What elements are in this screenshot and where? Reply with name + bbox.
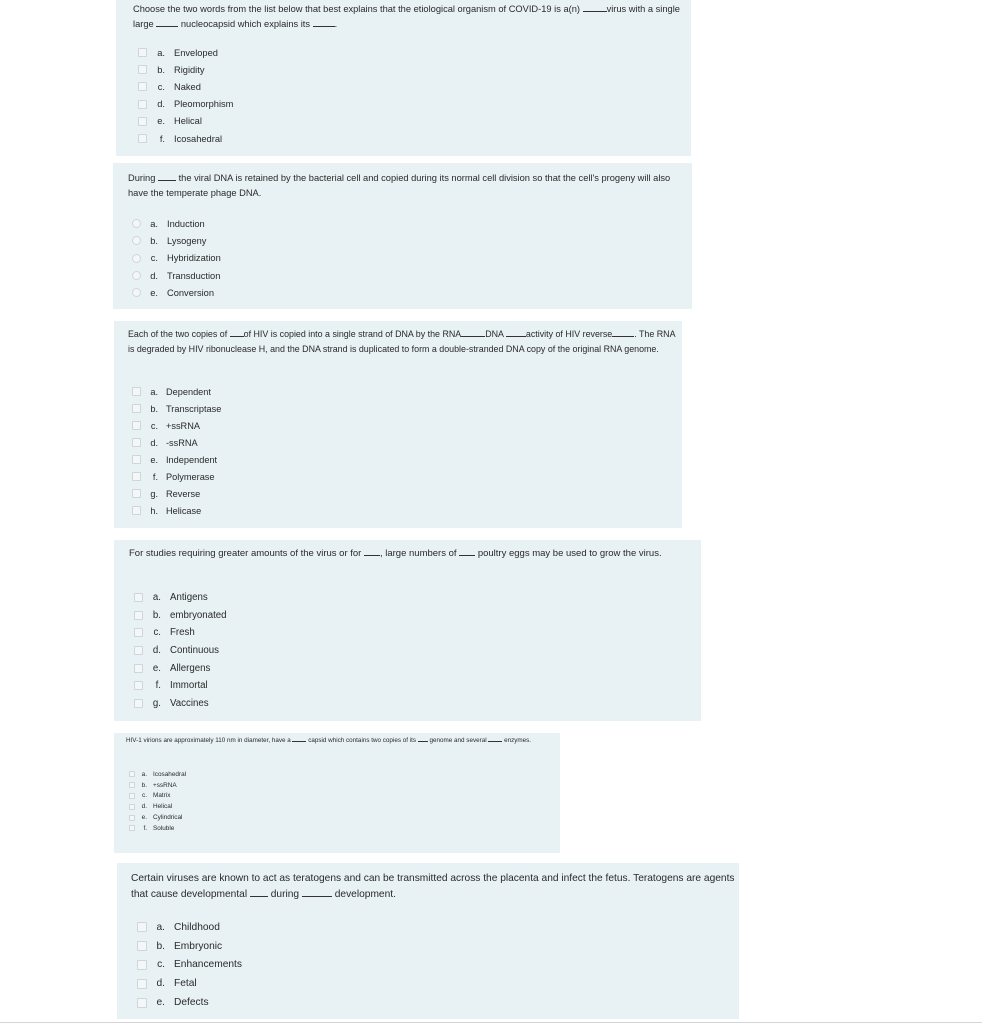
option-embryonated[interactable] xyxy=(134,607,227,625)
question-text-segment: during xyxy=(267,889,302,900)
option-letter: d. xyxy=(150,437,158,448)
option-letter: d. xyxy=(152,645,161,657)
option-letter: a. xyxy=(152,592,161,604)
option-label: Embryonic xyxy=(174,940,223,952)
answer-blank xyxy=(488,741,502,742)
question-6-card xyxy=(117,863,739,1019)
option-checkbox[interactable] xyxy=(134,681,143,690)
question-4-card xyxy=(114,540,701,721)
question-text-segment: capsid which contains two copies of its xyxy=(306,737,418,744)
option-label: Helicase xyxy=(166,505,202,516)
answer-blank xyxy=(612,336,634,337)
option-embryonic[interactable] xyxy=(137,937,242,956)
answer-blank xyxy=(461,336,485,337)
option-label: Enhancements xyxy=(174,959,242,971)
option-checkbox[interactable] xyxy=(134,611,143,620)
option-letter: g. xyxy=(152,697,161,709)
option-letter: a. xyxy=(141,770,147,778)
option-checkbox[interactable] xyxy=(129,815,135,821)
option-checkbox[interactable] xyxy=(138,100,147,109)
option-letter: e. xyxy=(152,662,161,674)
option-radio[interactable] xyxy=(132,271,141,280)
answer-blank xyxy=(364,555,380,556)
option-reverse[interactable] xyxy=(132,485,221,502)
option-checkbox[interactable] xyxy=(134,593,143,602)
option-letter: d. xyxy=(150,270,158,281)
option-label: Induction xyxy=(167,218,205,229)
option-label: Vaccines xyxy=(170,697,209,709)
option-helical[interactable] xyxy=(129,801,186,812)
option-checkbox[interactable] xyxy=(129,782,135,788)
option-label: Polymerase xyxy=(166,471,215,482)
option-checkbox[interactable] xyxy=(138,134,147,143)
question-5-card xyxy=(114,733,560,853)
question-text-segment: HIV-1 virions are approximately 110 nm in diameter, have a xyxy=(126,737,293,744)
option-letter: d. xyxy=(157,99,165,110)
option-checkbox[interactable] xyxy=(138,82,147,91)
option-plus-ssrna[interactable] xyxy=(129,780,186,791)
option-label: Helical xyxy=(174,116,202,127)
question-text-segment: genome and several xyxy=(427,737,489,744)
option-label: Dependent xyxy=(166,386,211,397)
option-immortal[interactable] xyxy=(134,677,227,695)
option-checkbox[interactable] xyxy=(137,979,147,989)
answer-blank xyxy=(506,336,526,337)
answer-blank xyxy=(292,741,306,742)
option-radio[interactable] xyxy=(132,254,141,263)
option-label: Transduction xyxy=(167,270,221,281)
option-letter: b. xyxy=(157,64,165,75)
option-letter: a. xyxy=(150,218,158,229)
option-letter: e. xyxy=(141,814,147,822)
option-letter: b. xyxy=(156,940,165,952)
option-icosahedral[interactable] xyxy=(138,130,233,147)
question-4-options xyxy=(134,589,227,712)
question-2-options xyxy=(132,215,221,301)
option-label: +ssRNA xyxy=(153,781,177,789)
option-independent[interactable] xyxy=(132,451,221,468)
question-text-segment: DNA xyxy=(485,329,506,339)
question-1-text xyxy=(133,2,688,31)
option-radio[interactable] xyxy=(132,236,141,245)
question-4-text xyxy=(129,546,699,561)
question-text-segment: enzymes. xyxy=(502,737,532,744)
answer-blank xyxy=(230,336,244,337)
option-label: Independent xyxy=(166,454,218,465)
question-2-card xyxy=(113,163,692,309)
option-checkbox[interactable] xyxy=(138,117,147,126)
option-letter: e. xyxy=(150,287,158,298)
option-helicase[interactable] xyxy=(132,502,221,519)
option-checkbox[interactable] xyxy=(132,455,141,464)
answer-blank xyxy=(158,180,176,181)
option-letter: a. xyxy=(150,386,158,397)
option-checkbox[interactable] xyxy=(132,404,141,413)
question-text-segment: poultry eggs may be used to grow the virus. xyxy=(475,548,662,559)
question-text-segment: activity of HIV reverse xyxy=(525,329,613,339)
option-checkbox[interactable] xyxy=(134,664,143,673)
option-letter: c. xyxy=(150,253,158,264)
option-minus-ssrna[interactable] xyxy=(132,434,221,451)
option-fresh[interactable] xyxy=(134,624,227,642)
option-cylindrical[interactable] xyxy=(129,812,186,823)
option-letter: f. xyxy=(143,824,147,832)
option-letter: f. xyxy=(152,471,158,482)
option-transcriptase[interactable] xyxy=(132,400,221,417)
option-checkbox[interactable] xyxy=(129,771,135,777)
option-defects[interactable] xyxy=(137,993,242,1012)
option-fetal[interactable] xyxy=(137,974,242,993)
question-3-card xyxy=(114,321,682,528)
option-label: Fetal xyxy=(174,978,197,990)
answer-blank xyxy=(418,741,428,742)
option-label: Icosahedral xyxy=(153,770,187,778)
answer-blank xyxy=(302,896,332,897)
option-label: Matrix xyxy=(153,792,171,800)
question-1-card xyxy=(116,0,691,156)
question-6-options xyxy=(137,918,242,1012)
question-text-segment: . xyxy=(334,18,338,29)
option-letter: b. xyxy=(141,781,147,789)
option-rigidity[interactable] xyxy=(138,61,233,78)
question-text-segment: nucleocapsid which explains its xyxy=(178,18,313,29)
option-label: Transcriptase xyxy=(166,403,222,414)
option-label: Continuous xyxy=(170,645,220,657)
option-letter: c. xyxy=(150,420,158,431)
option-letter: b. xyxy=(150,403,158,414)
option-letter: b. xyxy=(152,609,161,621)
question-text-segment: of HIV is copied into a single strand of DNA by the RNA xyxy=(243,329,462,339)
option-hybridization[interactable] xyxy=(132,250,221,267)
option-label: Soluble xyxy=(153,824,175,832)
option-label: Lysogeny xyxy=(167,235,207,246)
option-conversion[interactable] xyxy=(132,284,221,301)
option-antigens[interactable] xyxy=(134,589,227,607)
option-icosahedral[interactable] xyxy=(129,769,186,780)
option-label: Immortal xyxy=(170,680,208,692)
option-induction[interactable] xyxy=(132,215,221,232)
option-checkbox[interactable] xyxy=(129,793,135,799)
question-6-text xyxy=(131,871,736,903)
answer-blank xyxy=(156,26,178,27)
option-pleomorphism[interactable] xyxy=(138,96,233,113)
option-letter: e. xyxy=(156,997,165,1009)
option-label: Cylindrical xyxy=(153,814,183,822)
option-letter: f. xyxy=(155,680,161,692)
option-label: Defects xyxy=(174,997,209,1009)
option-checkbox[interactable] xyxy=(129,804,135,810)
option-letter: f. xyxy=(159,133,165,144)
option-label: Rigidity xyxy=(174,64,205,75)
option-checkbox[interactable] xyxy=(137,941,147,951)
option-label: Antigens xyxy=(170,592,208,604)
option-allergens[interactable] xyxy=(134,659,227,677)
option-radio[interactable] xyxy=(132,288,141,297)
option-checkbox[interactable] xyxy=(132,489,141,498)
option-letter: c. xyxy=(153,627,161,639)
option-letter: e. xyxy=(150,454,158,465)
option-letter: g. xyxy=(150,488,158,499)
option-checkbox[interactable] xyxy=(134,646,143,655)
option-checkbox[interactable] xyxy=(132,472,141,481)
option-letter: d. xyxy=(141,803,147,811)
option-checkbox[interactable] xyxy=(132,387,141,396)
option-letter: c. xyxy=(142,792,147,800)
option-label: Icosahedral xyxy=(174,133,223,144)
option-plus-ssrna[interactable] xyxy=(132,417,221,434)
question-text-segment: For studies requiring greater amounts of the virus or for xyxy=(129,548,364,559)
option-letter: b. xyxy=(150,235,158,246)
question-text-segment: development. xyxy=(331,889,396,900)
option-checkbox[interactable] xyxy=(132,421,141,430)
question-text-segment: . The RNA is degraded by HIV ribonuclease H, and the DNA strand is duplicated to form a double-stranded DNA copy of the original RNA genome. xyxy=(128,329,675,354)
question-5-options xyxy=(129,769,186,834)
option-enveloped[interactable] xyxy=(138,44,233,61)
option-checkbox[interactable] xyxy=(129,825,135,831)
question-3-text xyxy=(128,327,680,356)
option-checkbox[interactable] xyxy=(138,48,147,57)
option-checkbox[interactable] xyxy=(134,628,143,637)
option-label: embryonated xyxy=(170,609,227,621)
option-radio[interactable] xyxy=(132,219,141,228)
question-text-segment: Each of the two copies of xyxy=(128,329,230,339)
option-label: Helical xyxy=(153,803,173,811)
option-childhood[interactable] xyxy=(137,918,242,937)
option-soluble[interactable] xyxy=(129,823,186,834)
option-label: +ssRNA xyxy=(166,420,200,431)
option-naked[interactable] xyxy=(138,78,233,95)
question-text-segment: Choose the two words from the list below that best explains that the etiological organism of COVID-19 is a(n) xyxy=(133,4,583,14)
question-text-segment: Certain viruses are known to act as teratogens and can be transmitted across the placenta and infect the fetus. Teratogens are agents that cause developmental xyxy=(131,873,735,900)
option-letter: c. xyxy=(157,81,165,92)
option-label: Fresh xyxy=(170,627,195,639)
option-label: Reverse xyxy=(166,488,201,499)
option-label: Conversion xyxy=(167,287,215,298)
question-3-options xyxy=(132,383,221,519)
option-label: Enveloped xyxy=(174,47,218,58)
option-label: Childhood xyxy=(174,921,220,933)
question-text-segment: the viral DNA is retained by the bacterial cell and copied during its normal cell division so that the cell's progeny will also have the temperate phage DNA. xyxy=(128,173,671,198)
option-letter: a. xyxy=(156,921,165,933)
option-checkbox[interactable] xyxy=(132,506,141,515)
question-1-options xyxy=(138,44,233,147)
option-letter: d. xyxy=(156,978,165,990)
question-text-segment: virus with a single large xyxy=(133,4,680,29)
question-2-text xyxy=(128,171,688,201)
option-continuous[interactable] xyxy=(134,642,227,660)
option-transduction[interactable] xyxy=(132,267,221,284)
option-letter: h. xyxy=(150,505,158,516)
option-label: Pleomorphism xyxy=(174,99,234,110)
question-text-segment: During xyxy=(128,173,158,183)
option-letter: e. xyxy=(157,116,165,127)
answer-blank xyxy=(313,26,335,27)
option-label: Hybridization xyxy=(167,253,221,264)
option-vaccines[interactable] xyxy=(134,695,227,713)
option-helical[interactable] xyxy=(138,113,233,130)
answer-blank xyxy=(459,555,475,556)
option-checkbox[interactable] xyxy=(138,65,147,74)
question-5-text xyxy=(126,736,558,746)
option-checkbox[interactable] xyxy=(137,998,147,1008)
option-checkbox[interactable] xyxy=(137,922,147,932)
option-matrix[interactable] xyxy=(129,791,186,802)
option-checkbox[interactable] xyxy=(132,438,141,447)
answer-blank xyxy=(250,896,268,897)
option-label: Allergens xyxy=(170,662,211,674)
page-bottom-divider xyxy=(0,1022,982,1023)
option-letter: a. xyxy=(157,47,165,58)
option-letter: c. xyxy=(157,959,165,971)
option-lysogeny[interactable] xyxy=(132,232,221,249)
option-checkbox[interactable] xyxy=(137,960,147,970)
option-checkbox[interactable] xyxy=(134,699,143,708)
option-polymerase[interactable] xyxy=(132,468,221,485)
option-label: -ssRNA xyxy=(166,437,198,448)
option-enhancements[interactable] xyxy=(137,956,242,975)
option-label: Naked xyxy=(174,81,201,92)
answer-blank xyxy=(583,11,607,12)
option-dependent[interactable] xyxy=(132,383,221,400)
question-text-segment: , large numbers of xyxy=(379,548,460,559)
